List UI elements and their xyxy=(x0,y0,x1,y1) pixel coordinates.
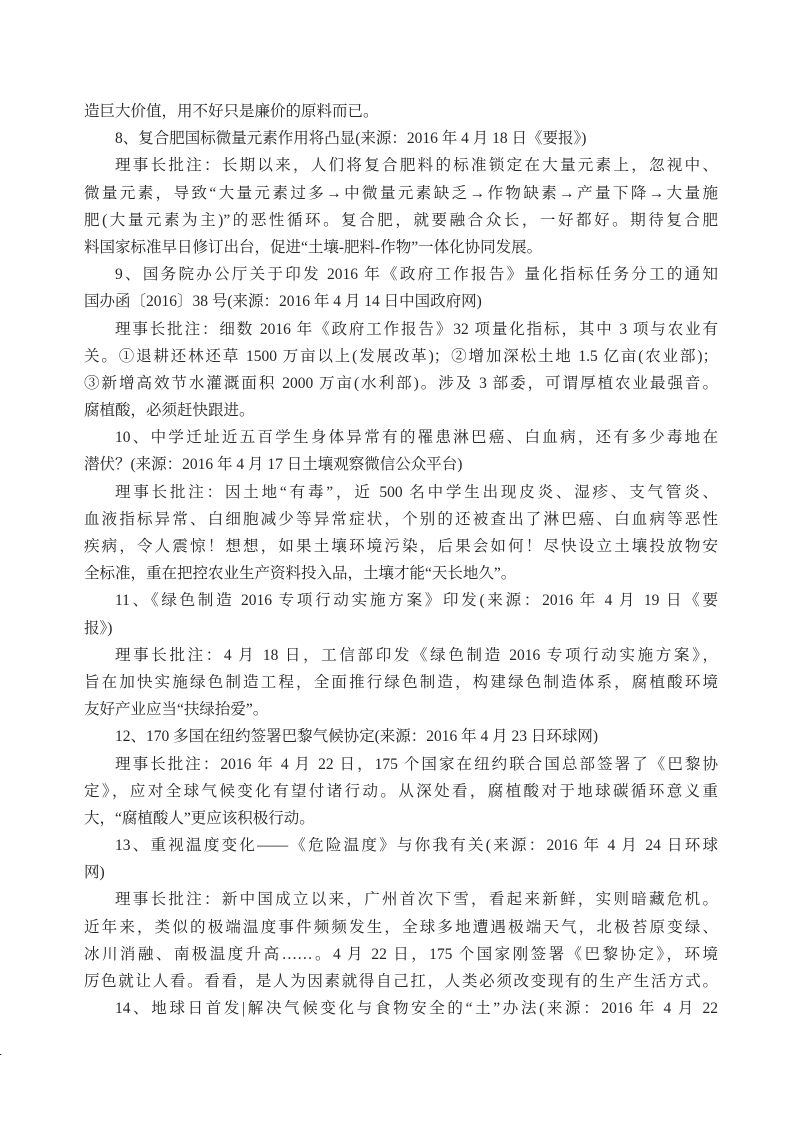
text-line: 造巨大价值，用不好只是廉价的原料而已。 xyxy=(84,103,379,120)
text-line: 理事长批注：4 月 18 日，工信部印发《绿色制造 2016 专项行动实施方案》， xyxy=(115,646,718,664)
text-line-item-12-title: 12、170 多国在纽约签署巴黎气候协定(来源：2016 年 4 月 23 日环球网) xyxy=(115,728,599,746)
text-line-item-13-title: 13、重视温度变化——《危险温度》与你我有关(来源：2016 年 4 月 24 日环球 xyxy=(115,837,718,855)
text-line: 大，“腐植酸人”更应该积极行动。 xyxy=(84,809,315,827)
text-line: 肥(大量元素为主)”的恶性循环。复合肥，就要融合众长，一好都好。期待复合肥 xyxy=(84,211,718,229)
text-line: 网) xyxy=(84,864,105,882)
text-line: 冰川消融、南极温度升高……。4 月 22 日，175 个国家刚签署《巴黎协定》，环境 xyxy=(84,945,718,963)
text-line: ③新增高效节水灌溉面积 2000 万亩(水利部)。涉及 3 部委，可谓厚植农业最强音。 xyxy=(84,374,718,392)
text-line: 料国家标准早日修订出台，促进“土壤-肥料-作物”一体化协同发展。 xyxy=(84,238,543,256)
text-line-item-9-title: 9、国务院办公厅关于印发 2016 年《政府工作报告》量化指标任务分工的通知 xyxy=(115,266,718,284)
text-line: 定》，应对全球气候变化有望付诸行动。从深处看，腐植酸对于地球碳循环意义重 xyxy=(84,782,718,800)
text-line: 关。①退耕还林还草 1500 万亩以上(发展改革)；②增加深松土地 1.5 亿亩(农业部)； xyxy=(84,347,718,365)
text-line: 友好产业应当“扶绿抬爱”。 xyxy=(84,701,269,719)
text-line: 理事长批注：新中国成立以来，广州首次下雪，看起来新鲜，实则暗藏危机。 xyxy=(115,891,718,909)
text-line: 微量元素，导致“大量元素过多→中微量元素缺乏→作物缺素→产量下降→大量施 xyxy=(84,184,718,202)
text-line: 旨在加快实施绿色制造工程，全面推行绿色制造，构建绿色制造体系，腐植酸环境 xyxy=(84,673,718,691)
text-line: 潜伏？(来源：2016 年 4 月 17 日土壤观察微信公众平台) xyxy=(84,456,463,474)
text-line: 疾病，令人震惊！想想，如果土壤环境污染，后果会如何！尽快设立土壤投放物安 xyxy=(84,538,718,555)
text-line: 理事长批注：因土地“有毒”，近 500 名中学生出现皮炎、湿疹、支气管炎、 xyxy=(115,483,718,501)
page-number xyxy=(0,1044,2,1062)
text-line-item-10-title: 10、中学迁址近五百学生身体异常有的罹患淋巴癌、白血病，还有多少毒地在 xyxy=(115,429,718,447)
text-line: 血液指标异常、白细胞减少等异常症状，个别的还被查出了淋巴癌、白血病等恶性 xyxy=(84,510,718,528)
text-line: 近年来，类似的极端温度事件频频发生，全球多地遭遇极端天气，北极苔原变绿、 xyxy=(84,918,718,936)
text-line: 报》) xyxy=(84,619,113,637)
text-line-item-8-title: 8、复合肥国标微量元素作用将凸显(来源：2016 年 4 月 18 日《要报》) xyxy=(115,130,587,148)
text-line: 厉色就让人看。看看，是人为因素就得自己扛，人类必须改变现有的生产生活方式。 xyxy=(84,973,718,990)
text-line: 腐植酸，必须赶快跟进。 xyxy=(84,402,255,420)
text-line: 全标准，重在把控农业生产资料投入品，土壤才能“天长地久”。 xyxy=(84,565,517,583)
document-text-block xyxy=(84,98,718,1022)
text-line: 国办函〔2016〕38 号(来源：2016 年 4 月 14 日中国政府网) xyxy=(84,293,482,311)
text-line: 理事长批注：2016 年 4 月 22 日，175 个国家在纽约联合国总部签署了《巴黎协 xyxy=(115,755,718,773)
text-line-item-11-title: 11、《绿色制造 2016 专项行动实施方案》印发(来源：2016 年 4 月 19 日《要 xyxy=(115,592,718,610)
text-line-item-14-title: 14、地球日首发|解决气候变化与食物安全的“土”办法(来源：2016 年 4 月 22 xyxy=(115,1000,718,1018)
text-line: 理事长批注：长期以来，人们将复合肥料的标准锁定在大量元素上，忽视中、 xyxy=(115,157,718,175)
text-line: 理事长批注：细数 2016 年《政府工作报告》32 项量化指标，其中 3 项与农业有 xyxy=(115,320,718,338)
